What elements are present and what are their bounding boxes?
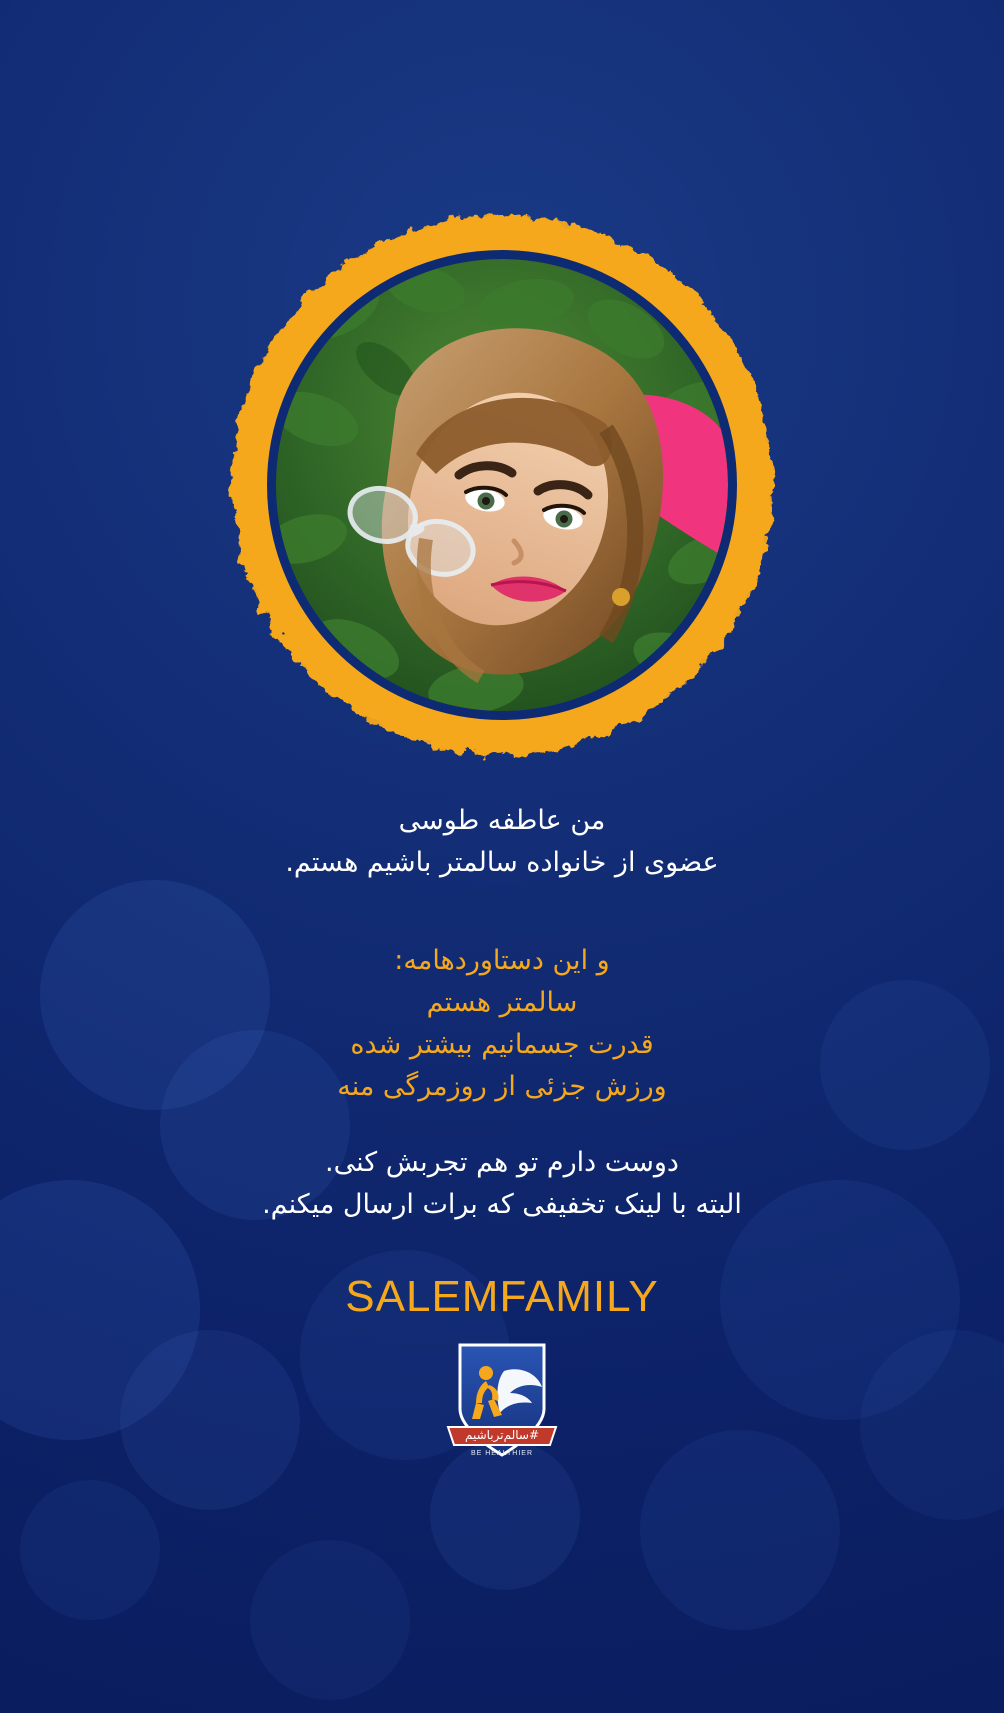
bokeh-decoration [250, 1540, 410, 1700]
invitation-text [0, 1142, 1004, 1226]
bokeh-decoration [20, 1480, 160, 1620]
bokeh-decoration [860, 1330, 1004, 1520]
invitation-line-1: دوست دارم تو هم تجربش کنی. [325, 1147, 679, 1178]
achievement-item: ورزش جزئی از روزمرگی منه [337, 1070, 667, 1102]
salemfamily-logo [442, 1335, 562, 1465]
bokeh-decoration [640, 1430, 840, 1630]
avatar-photo [276, 259, 728, 711]
invitation-line-2: البته با لینک تخفیفی که برات ارسال میکنم. [262, 1188, 742, 1220]
portrait-illustration [276, 259, 728, 711]
intro-text [0, 800, 1004, 884]
achievements-heading: و این دستاوردهامه: [394, 945, 610, 976]
bokeh-decoration [120, 1330, 300, 1510]
logo-tagline: BE HEALTHIER [470, 1450, 534, 1457]
logo-hashtag: #سالم‌تر‌باشیم [464, 1428, 540, 1442]
achievement-item: قدرت جسمانیم بیشتر شده [350, 1028, 654, 1060]
intro-line-2: عضوی از خانواده سالمتر باشیم هستم. [285, 846, 719, 878]
brand-name: SALEMFAMILY [345, 1272, 659, 1321]
intro-line-1: من عاطفه طوسی [398, 805, 606, 836]
achievement-item: سالمتر هستم [426, 986, 578, 1018]
achievements-text [0, 940, 1004, 1107]
avatar-photo-frame [267, 250, 737, 720]
shield-logo-icon [442, 1335, 562, 1465]
avatar [212, 200, 792, 770]
